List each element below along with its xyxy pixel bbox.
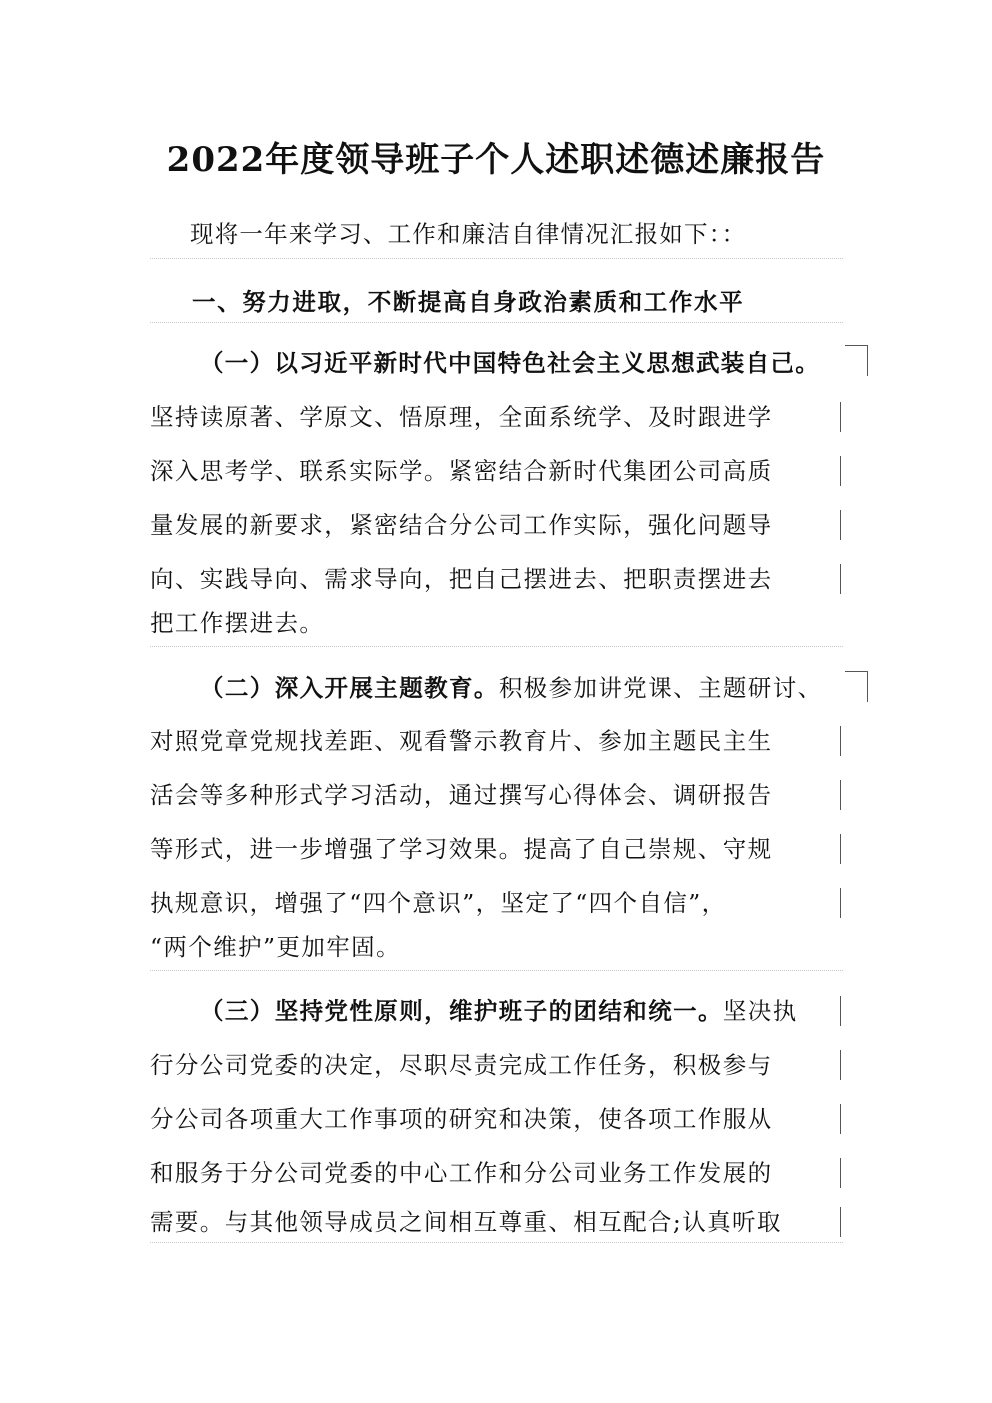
para1-line: 把工作摆进去。 [150,609,325,637]
document-title: 2022年度领导班子个人述职述德述廉报告 [166,140,826,180]
text-boundary-mark [840,888,841,918]
paragraph-separator [150,1242,843,1243]
text-boundary-mark [840,402,841,432]
para3-line: 和服务于分公司党委的中心工作和分公司业务工作发展的 [150,1159,773,1187]
text-boundary-corner [845,671,868,702]
text-boundary-mark [840,564,841,594]
paragraph-separator [150,970,843,971]
paragraph-separator [150,646,843,647]
para2-line: 活会等多种形式学习活动，通过撰写心得体会、调研报告 [150,781,773,809]
paragraph-separator [150,258,843,259]
para3-first-line-rest: 坚决执 [722,997,798,1025]
para1-line: 坚持读原著、学原文、悟原理，全面系统学、及时跟进学 [150,403,773,431]
para2-line: “两个维护”更加牢固。 [150,933,401,961]
text-boundary-mark [840,1050,841,1080]
text-boundary-mark [840,834,841,864]
para2-line: 执规意识，增强了“四个意识”，坚定了“四个自信”， [150,889,727,917]
para2-line: 等形式，进一步增强了学习效果。提高了自己崇规、守规 [150,835,773,863]
paragraph-separator [150,322,843,323]
para1-line: 量发展的新要求，紧密结合分公司工作实际，强化问题导 [150,511,773,539]
para1-lead: （一）以习近平新时代中国特色社会主义思想武装自己。 [200,349,820,377]
text-boundary-mark [840,726,841,756]
para2-first-line [200,668,890,708]
text-boundary-mark [840,996,841,1026]
para1-line: 向、实践导向、需求导向，把自己摆进去、把职责摆进去 [150,565,773,593]
para2-lead: （二）深入开展主题教育。 [200,674,499,702]
text-boundary-mark [840,510,841,540]
para3-lead: （三）坚持党性原则，维护班子的团结和统一。 [200,997,723,1025]
para3-first-line [200,991,890,1031]
section-heading: 一、努力进取，不断提高自身政治素质和工作水平 [192,288,745,316]
text-boundary-mark [840,456,841,486]
text-boundary-mark [840,1158,841,1188]
para1-line: 深入思考学、联系实际学。紧密结合新时代集团公司高质 [150,457,773,485]
para3-line: 需要。与其他领导成员之间相互尊重、相互配合;认真听取 [150,1208,782,1236]
para3-line: 行分公司党委的决定，尽职尽责完成工作任务，积极参与 [150,1051,773,1079]
para2-line: 对照党章党规找差距、观看警示教育片、参加主题民主生 [150,727,773,755]
para3-line: 分公司各项重大工作事项的研究和决策，使各项工作服从 [150,1105,773,1133]
text-boundary-mark [840,1207,841,1237]
text-boundary-corner [845,345,868,376]
para2-first-line-rest: 积极参加讲党课、主题研讨、 [498,674,823,702]
intro-paragraph: 现将一年来学习、工作和廉洁自律情况汇报如下：： [190,220,747,248]
text-boundary-mark [840,1104,841,1134]
text-boundary-mark [840,780,841,810]
